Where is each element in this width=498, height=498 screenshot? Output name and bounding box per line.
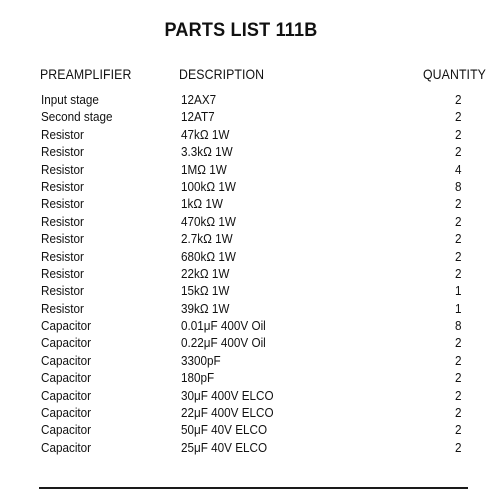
table-row <box>0 178 498 195</box>
description-cell: 3.3kΩ 1W <box>181 144 233 160</box>
table-row <box>0 248 498 265</box>
bottom-divider <box>39 487 468 489</box>
part-name-cell: Input stage <box>41 92 99 107</box>
quantity-cell: 1 <box>455 283 462 299</box>
quantity-cell: 2 <box>455 335 462 351</box>
part-name-cell: Resistor <box>41 178 84 194</box>
part-name-cell: Resistor <box>41 283 84 299</box>
part-name-cell: Resistor <box>41 161 84 177</box>
description-cell: 39kΩ 1W <box>181 300 230 316</box>
part-name-cell: Resistor <box>41 213 84 229</box>
table-row <box>0 421 498 438</box>
part-name-cell: Capacitor <box>41 335 92 351</box>
description-cell: 1MΩ 1W <box>181 161 227 177</box>
table-row <box>0 352 498 369</box>
table-row <box>0 300 498 317</box>
part-name-cell: Capacitor <box>41 439 92 455</box>
part-name-cell: Resistor <box>41 144 84 160</box>
description-cell: 470kΩ 1W <box>181 213 236 229</box>
table-row <box>0 317 498 334</box>
table-row <box>0 369 498 386</box>
table-row <box>0 230 498 247</box>
table-row <box>0 439 498 456</box>
quantity-cell: 2 <box>455 387 462 403</box>
part-name-cell: Resistor <box>41 126 84 142</box>
page-title: PARTS LIST 111B <box>164 20 318 41</box>
quantity-cell: 2 <box>455 109 462 125</box>
quantity-cell: 2 <box>455 352 462 368</box>
quantity-cell: 2 <box>455 213 462 229</box>
part-name-cell: Resistor <box>41 196 84 212</box>
quantity-cell: 2 <box>455 144 462 160</box>
description-cell: 12AT7 <box>181 109 215 125</box>
description-cell: 25μF 40V ELCO <box>181 439 268 455</box>
table-row <box>0 91 498 108</box>
description-cell: 12AX7 <box>181 92 217 107</box>
description-cell: 180pF <box>181 370 215 386</box>
description-cell: 0.01μF 400V Oil <box>181 318 266 334</box>
table-row <box>0 387 498 404</box>
quantity-cell: 8 <box>455 178 462 194</box>
part-name-cell: Resistor <box>41 231 84 247</box>
quantity-cell: 2 <box>455 439 462 455</box>
table-row <box>0 265 498 282</box>
column-header-quantity: QUANTITY <box>423 66 487 82</box>
description-cell: 22μF 400V ELCO <box>181 405 274 421</box>
part-name-cell: Capacitor <box>41 318 92 334</box>
table-row <box>0 282 498 299</box>
description-cell: 30μF 400V ELCO <box>181 387 274 403</box>
part-name-cell: Capacitor <box>41 405 92 421</box>
part-name-cell: Capacitor <box>41 370 92 386</box>
part-name-cell: Capacitor <box>41 422 92 438</box>
table-row <box>0 404 498 421</box>
quantity-cell: 2 <box>455 248 462 264</box>
description-cell: 15kΩ 1W <box>181 283 230 299</box>
table-row <box>0 143 498 160</box>
part-name-cell: Second stage <box>41 109 113 125</box>
quantity-cell: 4 <box>455 161 462 177</box>
table-row <box>0 334 498 351</box>
part-name-cell: Capacitor <box>41 352 92 368</box>
quantity-cell: 2 <box>455 405 462 421</box>
quantity-cell: 2 <box>455 196 462 212</box>
quantity-cell: 2 <box>455 370 462 386</box>
part-name-cell: Resistor <box>41 300 84 316</box>
description-cell: 50μF 40V ELCO <box>181 422 268 438</box>
description-cell: 22kΩ 1W <box>181 265 230 281</box>
description-cell: 3300pF <box>181 352 221 368</box>
part-name-cell: Resistor <box>41 265 84 281</box>
description-cell: 0.22μF 400V Oil <box>181 335 266 351</box>
quantity-cell: 2 <box>455 92 462 107</box>
quantity-cell: 8 <box>455 318 462 334</box>
description-cell: 1kΩ 1W <box>181 196 223 212</box>
quantity-cell: 2 <box>455 126 462 142</box>
quantity-cell: 2 <box>455 265 462 281</box>
table-row <box>0 108 498 125</box>
quantity-cell: 1 <box>455 300 462 316</box>
part-name-cell: Resistor <box>41 248 84 264</box>
description-cell: 680kΩ 1W <box>181 248 236 264</box>
column-header-part: PREAMPLIFIER <box>40 66 132 82</box>
description-cell: 47kΩ 1W <box>181 126 230 142</box>
table-row <box>0 213 498 230</box>
description-cell: 2.7kΩ 1W <box>181 231 233 247</box>
table-row <box>0 161 498 178</box>
column-header-description: DESCRIPTION <box>179 66 265 82</box>
table-row <box>0 126 498 143</box>
parts-table <box>0 91 498 456</box>
part-name-cell: Capacitor <box>41 387 92 403</box>
description-cell: 100kΩ 1W <box>181 178 236 194</box>
quantity-cell: 2 <box>455 422 462 438</box>
table-row <box>0 195 498 212</box>
quantity-cell: 2 <box>455 231 462 247</box>
